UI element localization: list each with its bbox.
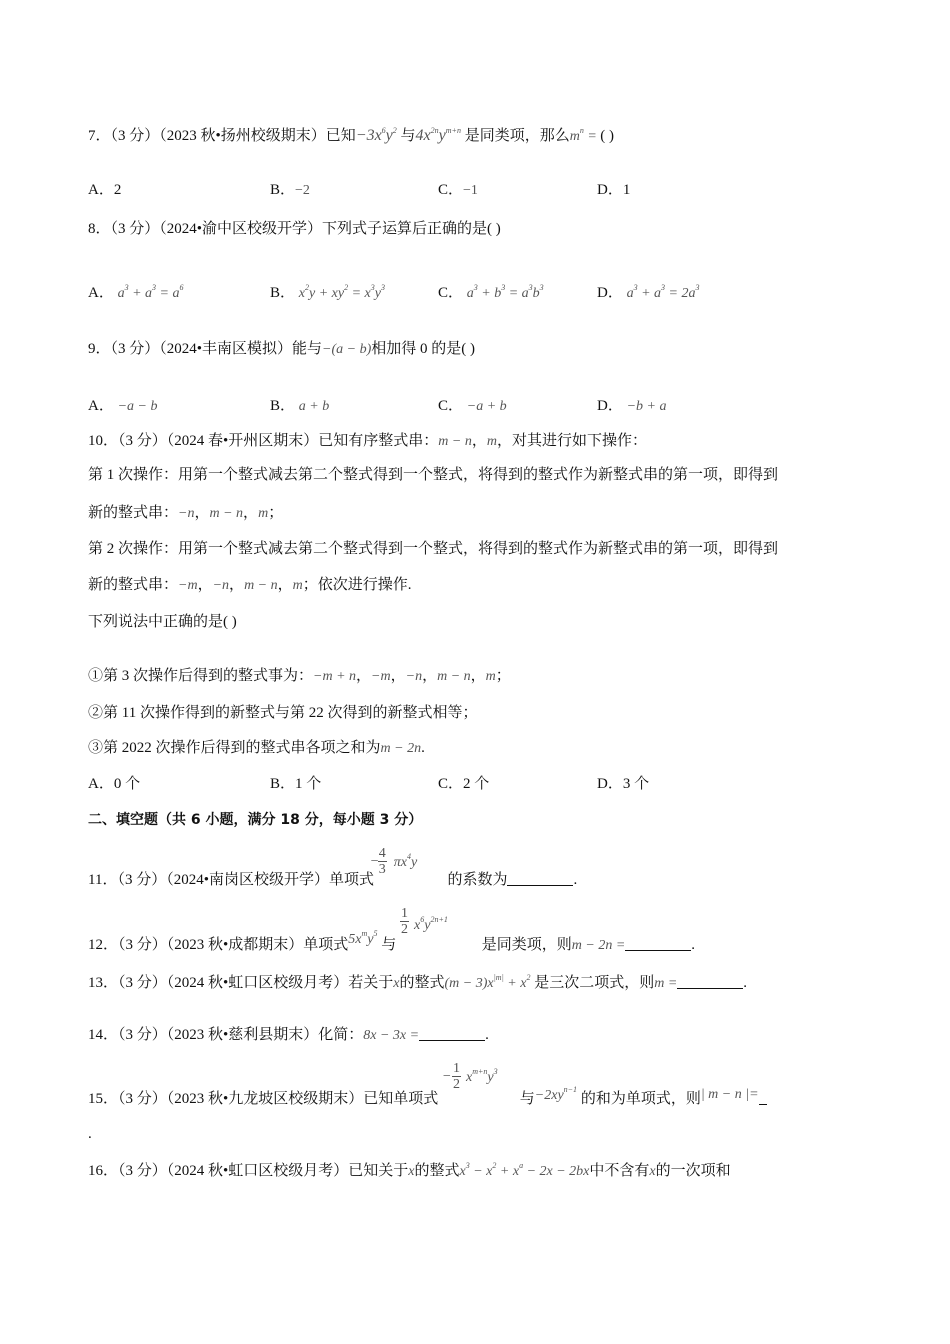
option-b: B． a + b (270, 398, 330, 414)
option-d: D．3 个 (597, 776, 650, 792)
option-c: C．−1 (438, 182, 478, 198)
question-13: 13．（3 分）（2024 秋•虹口区校级月考）若关于x的整式$(m - 3)x^{|m|} + x^2$ 是三次二项式，则m = . (88, 973, 748, 991)
option-b: B．1 个 (270, 776, 322, 792)
section-title: 二、填空题（共 6 小题，满分 18 分，每小题 3 分） (88, 812, 423, 828)
q15-continuation: . (88, 1126, 92, 1142)
option-d: D． $a^3 + a^3 = 2a^3$ (597, 283, 700, 301)
option-a: A． −a − b (88, 398, 158, 414)
math-expr: $\frac{1}{2}$ $x^6y^{2n+1}$ (401, 906, 448, 937)
question-12: 12．（3 分）（2023 秋•成都期末）单项式$5x^my^5$ 与 $\frac{1}{2}$ $x^6y^{2n+1}$ 是同类项，则m − 2n = . (88, 906, 696, 953)
question-14: 14．（3 分）（2023 秋•慈利县期末）化简：8x − 3x = . (88, 1027, 489, 1043)
math-expr: $4x^{2n}y^{m+n}$ (415, 126, 461, 144)
option-d: D．1 (597, 182, 631, 198)
q10-op1-line2: 新的整式串：−n，m − n，m； (88, 505, 284, 521)
option-b: B． $x^2y + xy^2 = x^3y^3$ (270, 283, 385, 301)
q10-statement-1: ①第 3 次操作后得到的整式事为：−m + n，−m，−n，m − n，m； (88, 668, 511, 684)
q10-op2-line1: 第 2 次操作：用第一个整式减去第二个整式得到一个整式，将得到的整式作为新整式串的第一项，即得到 (88, 541, 779, 557)
q10-statement-2: ②第 11 次操作得到的新整式与第 22 次得到的新整式相等； (88, 705, 478, 721)
question-10: 10．（3 分）（2024 春•开州区期末）已知有序整式串：m − n，m，对其进行如下操作： (88, 433, 647, 449)
option-c: C． $a^3 + b^3 = a^3b^3$ (438, 283, 544, 301)
math-expr: $m^n$ = (569, 126, 601, 144)
math-expr: $-3x^6y^2$ (355, 126, 397, 144)
question-16: 16．（3 分）（2024 秋•虹口区校级月考）已知关于x的整式$x^3 - x^2 + x^a - 2x - 2bx$中不含有x的一次项和 (88, 1161, 731, 1179)
answer-blank[interactable] (625, 936, 691, 951)
math-expr: $\frac{4}{3}$ − $\pi x^4y$ (369, 846, 418, 877)
option-a: A． $a^3 + a^3 = a^6$ (88, 283, 184, 301)
q10-op1-line1: 第 1 次操作：用第一个整式减去第二个整式得到一个整式，将得到的整式作为新整式串的第一项，即得到 (88, 467, 779, 483)
answer-blank[interactable] (759, 1090, 767, 1105)
question-7: 7．（3 分）（2023 秋•扬州校级期末）已知$-3x^6y^2$ 与$4x^{2n}y^{m+n}$ 是同类项，那么$m^n$ = ( ) (88, 126, 615, 144)
math-expr: − $\frac{1}{2}$ $x^{m+n}y^3$ (442, 1061, 498, 1092)
q10-statement-3: ③第 2022 次操作后得到的整式串各项之和为m − 2n. (88, 740, 425, 756)
answer-blank[interactable] (677, 974, 743, 989)
option-b: B．−2 (270, 182, 310, 198)
answer-blank[interactable] (507, 871, 573, 886)
question-15: 15．（3 分）（2023 秋•九龙坡区校级期末）已知单项式 − $\frac{1}{2}$ $x^{m+n}y^3$ 与$-2xy^{n-1}$ 的和为单项式，则| m − n |= (88, 1085, 767, 1109)
q10-ask: 下列说法中正确的是( ) (88, 614, 237, 630)
question-11: 11．（3 分）（2024•南岗区校级开学）单项式 $\frac{4}{3}$ − $\pi x^4y$ 的系数为 . (88, 846, 578, 888)
option-c: C． −a + b (438, 398, 507, 414)
question-8: 8．（3 分）（2024•渝中区校级开学）下列式子运算后正确的是( ) (88, 221, 501, 237)
answer-blank[interactable] (419, 1026, 485, 1041)
option-c: C．2 个 (438, 776, 490, 792)
question-9: 9．（3 分）（2024•丰南区模拟）能与−(a − b)相加得 0 的是( ) (88, 341, 475, 357)
option-a: A．0 个 (88, 776, 141, 792)
option-d: D． −b + a (597, 398, 667, 414)
option-a: A．2 (88, 182, 122, 198)
q10-op2-line2: 新的整式串：−m，−n，m − n，m；依次进行操作. (88, 577, 412, 593)
